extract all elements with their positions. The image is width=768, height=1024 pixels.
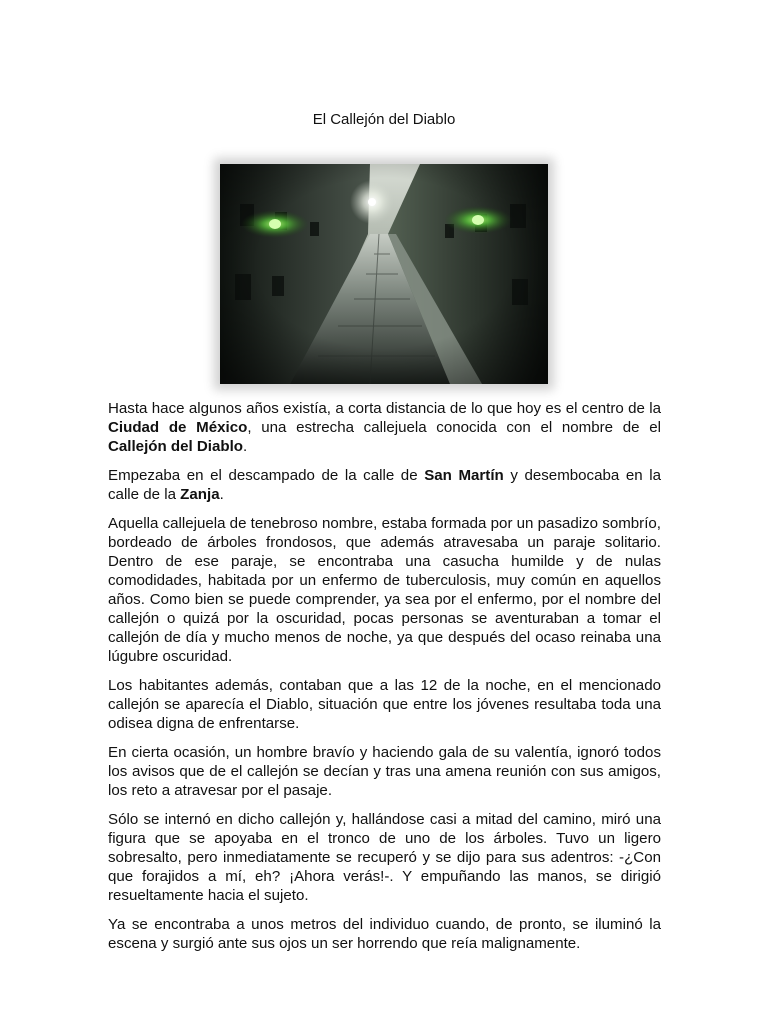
paragraph-text: . (219, 486, 224, 503)
paragraph-text: En cierta ocasión, un hombre bravío y haciendo gala de su valentía, ignoró todos los avisos que de el callejón se decían y tras una amena reunión con sus amigos, los reto a atravesar por el pasaje. (108, 744, 661, 799)
paragraph-text: Ya se encontraba a unos metros del individuo cuando, de pronto, se iluminó la escena y surgió ante sus ojos un ser horrendo que reía malignamente. (108, 916, 661, 952)
paragraph-text: Hasta hace algunos años existía, a corta distancia de lo que hoy es el centro de la (108, 400, 661, 417)
paragraph (108, 466, 661, 504)
alley-image (220, 164, 548, 384)
bold-term: Ciudad de México (108, 419, 248, 436)
alley-illustration (220, 164, 548, 384)
paragraph-text: Aquella callejuela de tenebroso nombre, estaba formada por un pasadizo sombrío, bordeado de árboles frondosos, que además atravesaba un paraje solitario. Dentro de ese paraje, se encontraba una casucha humilde y de nulas comodidades, habitada por un enfermo de tuberculosis, muy común en aquellos años. Como bien se puede comprender, ya sea por el enfermo, por el nombre del callejón o quizá por la oscuridad, pocas personas se aventuraban a tomar el callejón de día y mucho menos de noche, ya que después del ocaso reinaba una lúgubre oscuridad. (108, 515, 661, 665)
paragraph-text: Empezaba en el descampado de la calle de (108, 467, 425, 484)
bold-term: Zanja (180, 486, 220, 503)
paragraph-text: y desembocaba en la calle de la (108, 467, 661, 503)
paragraph (108, 514, 661, 666)
document-title: El Callejón del Diablo (312, 111, 456, 128)
paragraph-text: Sólo se internó en dicho callejón y, hallándose casi a mitad del camino, miró una figura que se apoyaba en el tronco de uno de los árboles. Tuvo un ligero sobresalto, pero inmediatamente se recuperó y se dijo para sus adentros: -¿Con que forajidos a mí, eh? ¡Ahora verás!-. Y empuñando las manos, se dirigió resueltamente hacia el sujeto. (108, 811, 661, 904)
document-body (108, 399, 661, 963)
paragraph-text: . (243, 438, 248, 455)
bold-term: Callejón del Diablo (108, 438, 244, 455)
paragraph-text: Los habitantes además, contaban que a las 12 de la noche, en el mencionado callejón se aparecía el Diablo, situación que entre los jóvenes resultaba toda una odisea digna de enfrentarse. (108, 677, 661, 732)
paragraph (108, 810, 661, 905)
paragraph (108, 399, 661, 456)
paragraph-text: , una estrecha callejuela conocida con el nombre de el (247, 419, 661, 436)
paragraph (108, 676, 661, 733)
bold-term: San Martín (424, 467, 504, 484)
paragraph (108, 915, 661, 953)
paragraph (108, 743, 661, 800)
